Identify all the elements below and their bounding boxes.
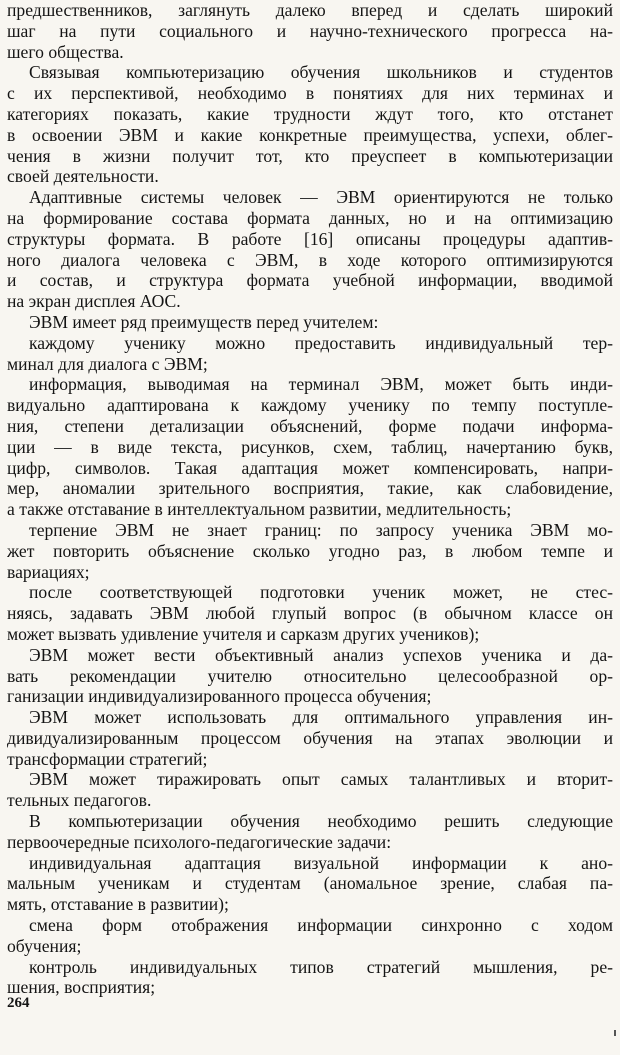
text-line: мять, отставание в развитии); — [7, 894, 229, 915]
text-line: смена форм отображения информации синхронно с ходом — [29, 915, 613, 936]
text-line: В компьютеризации обучения необходимо решить следующие — [29, 811, 613, 832]
text-line: каждому ученику можно предоставить индивидуальный тер- — [29, 332, 613, 353]
page-number: 264 — [7, 995, 30, 1011]
text-line: шаг на пути социального и научно-технического прогресса на- — [7, 20, 613, 41]
text-line: своей деятельности. — [7, 166, 159, 187]
text-line: может вызвать удивление учителя и сарказм других учеников); — [7, 623, 480, 644]
text-line: индивидуальная адаптация визуальной информации к ано- — [29, 852, 613, 873]
text-line: ганизации индивидуализированного процесса обучения; — [7, 686, 432, 707]
text-line: терпение ЭВМ не знает границ: по запросу ученика ЭВМ мо- — [29, 519, 613, 540]
scan-edge-mark — [614, 1030, 616, 1036]
page-body-text — [7, 0, 613, 998]
text-line: ЭВМ может тиражировать опыт самых талантливых и вторит- — [29, 769, 613, 790]
text-line: структуры формата. В работе [16] описаны процедуры адаптив- — [7, 228, 613, 249]
text-line: ции — в виде текста, рисунков, схем, таблиц, начертанию букв, — [7, 436, 613, 457]
text-line: контроль индивидуальных типов стратегий мышления, ре- — [29, 956, 613, 977]
text-line: ного диалога человека с ЭВМ, в ходе которого оптимизируются — [7, 249, 613, 270]
text-line: предшественников, заглянуть далеко вперед и сделать широкий — [7, 0, 613, 20]
text-line: няясь, задавать ЭВМ любой глупый вопрос (в обычном классе он — [7, 603, 613, 624]
text-line: мер, аномалии зрительного восприятия, такие, как слабовидение, — [7, 478, 613, 499]
text-line: дивидуализированным процессом обучения на этапах эволюции и — [7, 727, 613, 748]
text-line: ния, степени детализации объяснений, форме подачи информа- — [7, 415, 613, 436]
text-line: минал для диалога с ЭВМ; — [7, 353, 208, 374]
text-line: цифр, символов. Такая адаптация может компенсировать, напри- — [7, 457, 613, 478]
text-line: на экран дисплея АОС. — [7, 291, 181, 312]
text-line: ЭВМ имеет ряд преимуществ перед учителем: — [29, 311, 379, 332]
text-line: жет повторить объяснение сколько угодно раз, в любом темпе и — [7, 540, 613, 561]
text-line: трансформации стратегий; — [7, 748, 208, 769]
text-line: с их перспективой, необходимо в понятиях для них терминах и — [7, 83, 613, 104]
text-line: категориях показать, какие трудности ждут того, кто отстанет — [7, 103, 613, 124]
text-line: а также отставание в интеллектуальном развитии, медлительность; — [7, 499, 512, 520]
text-line: Адаптивные системы человек — ЭВМ ориентируются не только — [29, 187, 613, 208]
text-line: обучения; — [7, 935, 82, 956]
text-line: в освоении ЭВМ и какие конкретные преимущества, успехи, облег- — [7, 124, 613, 145]
text-line: на формирование состава формата данных, но и на оптимизацию — [7, 207, 613, 228]
text-line: ЭВМ может использовать для оптимального управления ин- — [29, 707, 613, 728]
text-line: видуально адаптирована к каждому ученику по темпу поступле- — [7, 395, 613, 416]
text-line: после соответствующей подготовки ученик может, не стес- — [29, 582, 613, 603]
text-line: шего общества. — [7, 41, 124, 62]
text-line: вариациях; — [7, 561, 90, 582]
text-line: первоочередные психолого-педагогические задачи: — [7, 831, 392, 852]
text-line: чения в жизни получит тот, кто преуспеет в компьютеризации — [7, 145, 613, 166]
text-line: шения, восприятия; — [7, 977, 156, 998]
text-line: вать рекомендации учителю относительно целесообразной ор- — [7, 665, 613, 686]
text-line: информация, выводимая на терминал ЭВМ, может быть инди- — [29, 374, 613, 395]
text-line: и состав, и структура формата учебной информации, вводимой — [7, 270, 613, 291]
text-line: тельных педагогов. — [7, 790, 152, 811]
text-line: ЭВМ может вести объективный анализ успехов ученика и да- — [29, 644, 613, 665]
text-line: Связывая компьютеризацию обучения школьников и студентов — [29, 62, 613, 83]
text-line: мальным ученикам и студентам (аномальное зрение, слабая па- — [7, 873, 613, 894]
